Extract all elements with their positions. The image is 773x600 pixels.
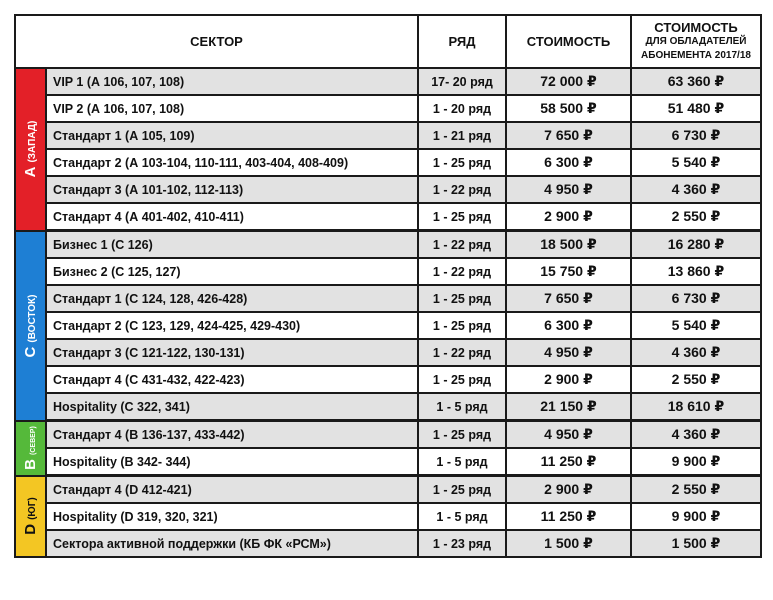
price: 7 650 ₽ xyxy=(506,122,631,149)
zone-letter: А xyxy=(21,166,39,178)
sector-name: Бизнес 2 (С 125, 127) xyxy=(46,258,418,285)
table-row xyxy=(15,231,761,259)
price: 4 950 ₽ xyxy=(506,421,631,449)
table-row xyxy=(15,503,761,530)
sector-name: VIP 2 (А 106, 107, 108) xyxy=(46,95,418,122)
row-range: 1 - 25 ряд xyxy=(418,203,506,231)
price-holder: 6 730 ₽ xyxy=(631,122,761,149)
sector-name: Стандарт 1 (А 105, 109) xyxy=(46,122,418,149)
sector-name: Бизнес 1 (С 126) xyxy=(46,231,418,259)
price-holder: 18 610 ₽ xyxy=(631,393,761,421)
row-range: 1 - 25 ряд xyxy=(418,366,506,393)
header-cost-holders-title: СТОИМОСТЬ xyxy=(654,19,738,35)
zone-letter: D xyxy=(21,524,39,535)
sector-name: Сектора активной поддержки (КБ ФК «РСМ») xyxy=(46,530,418,557)
header-cost-holders xyxy=(631,15,761,68)
row-range: 1 - 21 ряд xyxy=(418,122,506,149)
price: 1 500 ₽ xyxy=(506,530,631,557)
price-holder: 2 550 ₽ xyxy=(631,476,761,504)
sector-name: Стандарт 2 (С 123, 129, 424-425, 429-430) xyxy=(46,312,418,339)
table-row xyxy=(15,530,761,557)
price-table xyxy=(14,14,762,558)
price-holder: 63 360 ₽ xyxy=(631,68,761,95)
zone-subtitle: (ЗАПАД) xyxy=(26,120,38,163)
sector-name: Стандарт 4 (С 431-432, 422-423) xyxy=(46,366,418,393)
price: 7 650 ₽ xyxy=(506,285,631,312)
price-holder: 13 860 ₽ xyxy=(631,258,761,285)
price: 72 000 ₽ xyxy=(506,68,631,95)
price: 18 500 ₽ xyxy=(506,231,631,259)
sector-name: Стандарт 4 (D 412-421) xyxy=(46,476,418,504)
header-sector: СЕКТОР xyxy=(15,15,418,68)
price: 6 300 ₽ xyxy=(506,312,631,339)
row-range: 1 - 22 ряд xyxy=(418,231,506,259)
price-holder: 4 360 ₽ xyxy=(631,176,761,203)
price: 15 750 ₽ xyxy=(506,258,631,285)
sector-name: Hospitality (В 342- 344) xyxy=(46,448,418,476)
zone-subtitle: (ВОСТОК) xyxy=(26,294,38,343)
table-row xyxy=(15,203,761,231)
price-holder: 9 900 ₽ xyxy=(631,448,761,476)
sector-name: Стандарт 4 (В 136-137, 433-442) xyxy=(46,421,418,449)
zone-subtitle: (СЕВЕР) xyxy=(29,426,37,455)
table-row xyxy=(15,448,761,476)
row-range: 1 - 5 ряд xyxy=(418,448,506,476)
table-row xyxy=(15,285,761,312)
price: 2 900 ₽ xyxy=(506,203,631,231)
row-range: 1 - 25 ряд xyxy=(418,285,506,312)
price: 2 900 ₽ xyxy=(506,366,631,393)
sector-name: VIP 1 (А 106, 107, 108) xyxy=(46,68,418,95)
price: 4 950 ₽ xyxy=(506,176,631,203)
price-holder: 9 900 ₽ xyxy=(631,503,761,530)
table-row xyxy=(15,312,761,339)
price-holder: 16 280 ₽ xyxy=(631,231,761,259)
price-holder: 5 540 ₽ xyxy=(631,149,761,176)
sector-name: Стандарт 3 (С 121-122, 130-131) xyxy=(46,339,418,366)
price-holder: 4 360 ₽ xyxy=(631,421,761,449)
row-range: 1 - 25 ряд xyxy=(418,476,506,504)
zone-b-label xyxy=(15,421,46,476)
row-range: 1 - 25 ряд xyxy=(418,149,506,176)
price: 21 150 ₽ xyxy=(506,393,631,421)
header-row xyxy=(15,15,761,68)
price-holder: 2 550 ₽ xyxy=(631,203,761,231)
sector-name: Стандарт 2 (А 103-104, 110-111, 403-404, 408-409) xyxy=(46,149,418,176)
row-range: 1 - 25 ряд xyxy=(418,421,506,449)
header-row-range: РЯД xyxy=(418,15,506,68)
header-cost: СТОИМОСТЬ xyxy=(506,15,631,68)
table-row xyxy=(15,176,761,203)
row-range: 1 - 22 ряд xyxy=(418,339,506,366)
zone-letter: С xyxy=(21,346,39,357)
row-range: 1 - 5 ряд xyxy=(418,503,506,530)
price-holder: 1 500 ₽ xyxy=(631,530,761,557)
price-holder: 6 730 ₽ xyxy=(631,285,761,312)
price-holder: 5 540 ₽ xyxy=(631,312,761,339)
table-row xyxy=(15,122,761,149)
table-row xyxy=(15,149,761,176)
price: 4 950 ₽ xyxy=(506,339,631,366)
table-row xyxy=(15,476,761,504)
sector-name: Стандарт 3 (А 101-102, 112-113) xyxy=(46,176,418,203)
zone-d-label xyxy=(15,476,46,558)
sector-name: Hospitality (D 319, 320, 321) xyxy=(46,503,418,530)
row-range: 1 - 5 ряд xyxy=(418,393,506,421)
table-row xyxy=(15,339,761,366)
table-row xyxy=(15,393,761,421)
zone-a-label xyxy=(15,68,46,231)
table-row xyxy=(15,366,761,393)
price-holder: 2 550 ₽ xyxy=(631,366,761,393)
header-cost-holders-line2: АБОНЕМЕНТА 2017/18 xyxy=(641,49,751,61)
table-row xyxy=(15,258,761,285)
table-row xyxy=(15,95,761,122)
row-range: 1 - 22 ряд xyxy=(418,258,506,285)
table-row xyxy=(15,68,761,95)
table-row xyxy=(15,421,761,449)
price-holder: 4 360 ₽ xyxy=(631,339,761,366)
sector-name: Стандарт 4 (А 401-402, 410-411) xyxy=(46,203,418,231)
price: 11 250 ₽ xyxy=(506,448,631,476)
sector-name: Hospitality (С 322, 341) xyxy=(46,393,418,421)
zone-c-label xyxy=(15,231,46,421)
sector-name: Стандарт 1 (С 124, 128, 426-428) xyxy=(46,285,418,312)
header-cost-holders-line1: ДЛЯ ОБЛАДАТЕЛЕЙ xyxy=(645,35,747,47)
row-range: 1 - 20 ряд xyxy=(418,95,506,122)
zone-letter: В xyxy=(21,458,39,470)
row-range: 1 - 25 ряд xyxy=(418,312,506,339)
price: 58 500 ₽ xyxy=(506,95,631,122)
price: 2 900 ₽ xyxy=(506,476,631,504)
row-range: 17- 20 ряд xyxy=(418,68,506,95)
price-holder: 51 480 ₽ xyxy=(631,95,761,122)
price: 11 250 ₽ xyxy=(506,503,631,530)
price: 6 300 ₽ xyxy=(506,149,631,176)
zone-subtitle: (ЮГ) xyxy=(26,497,38,521)
row-range: 1 - 22 ряд xyxy=(418,176,506,203)
row-range: 1 - 23 ряд xyxy=(418,530,506,557)
